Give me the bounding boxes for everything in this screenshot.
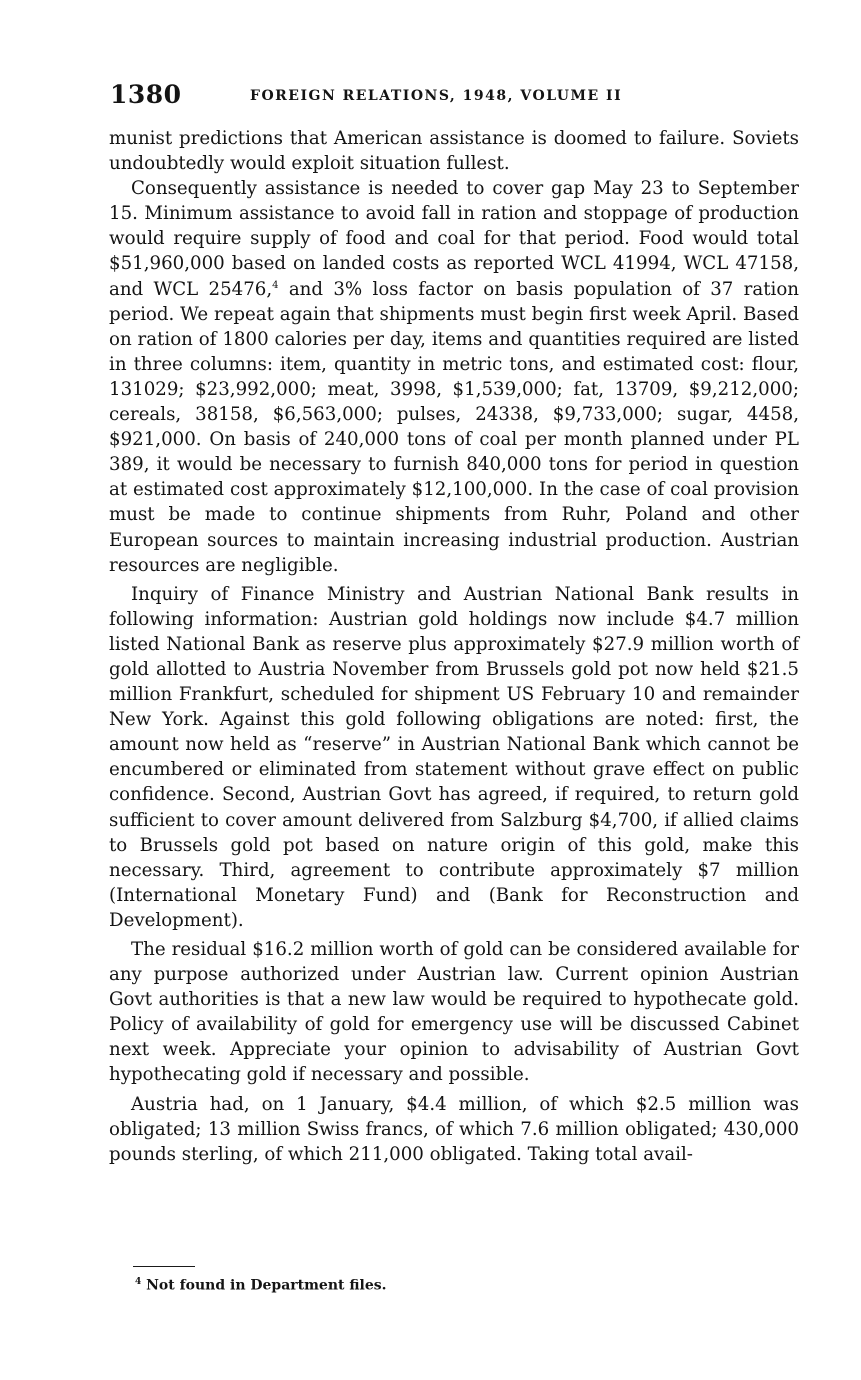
- footnote: [135, 1277, 387, 1294]
- paragraph-assistance: [109, 176, 799, 578]
- paragraph-gold-holdings: Inquiry of Finance Ministry and Austrian National Bank results in following information: Austrian gold holdings now include $4.7 million listed National Bank as reserve plus approximately $27.9 million worth of gold allotted to Austria November from Brussels gold pot now held $21.5 million Frankfurt, scheduled for shipment US February 10 and remainder New York. Against this gold following obligations are noted: first, the amount now held as “reserve” in Austrian National Bank which cannot be encumbered or eliminated from statement without grave effect on public confidence. Second, Austrian Govt has agreed, if required, to return gold sufficient to cover amount delivered from Salzburg $4,700, if allied claims to Brussels gold pot based on nature origin of this gold, make this necessary. Third, agreement to contribute approximately $7 million (International Monetary Fund) and (Bank for Reconstruction and Development).: [109, 583, 799, 931]
- footnote-marker: 4: [135, 1277, 142, 1287]
- page-header: [110, 80, 650, 114]
- paragraph-continuation: munist predictions that American assistance is doomed to failure. Soviets undoubtedly would exploit situation fullest.: [109, 128, 799, 175]
- paragraph-residual-gold: The residual $16.2 million worth of gold can be considered available for any purpose authorized under Austrian law. Current opinion Austrian Govt authorities is that a new law would be required to hypothecate gold. Policy of availability of gold for emergency use will be discussed Cabinet next week. Appreciate your opinion to advisability of Austrian Govt hypothecating gold if necessary and possible.: [109, 939, 799, 1086]
- paragraph-assistance-part-1: Consequently assistance is needed to cover gap May 23 to September 15. Minimum assistance to avoid fall in ration and stoppage of production would require supply of food and coal for that period. Food would total $51,960,000 based on landed costs as reported WCL 41994, WCL 47158, and WCL 25476,: [109, 178, 799, 300]
- footnote-divider: [133, 1266, 195, 1267]
- page-number: 1380: [110, 80, 182, 109]
- paragraph-january-holdings: Austria had, on 1 January, $4.4 million, of which $2.5 million was obligated; 13 million Swiss francs, of which 7.6 million obligated; 430,000 pounds sterling, of which 211,000 obligated. Taking total avail-: [109, 1093, 799, 1165]
- body-text: [109, 126, 799, 1167]
- paragraph-assistance-part-2: and 3% loss factor on basis population of 37 ration period. We repeat again that shipments must begin first week April. Based on ration of 1800 calories per day, items and quantities required are listed in three columns: item, quantity in metric tons, and estimated cost: flour, 131029; $23,992,000; meat, 3998, $1,539,000; fat, 13709, $9,212,000; cereals, 38158, $6,563,000; pulses, 24338, $9,733,000; sugar, 4458, $921,000. On basis of 240,000 tons of coal per month planned under PL 389, it would be necessary to furnish 840,000 tons for period in question at estimated cost approximately $12,100,000. In the case of coal provision must be made to continue shipments from Ruhr, Poland and other European sources to maintain increasing industrial production. Austrian resources are negligible.: [109, 278, 799, 576]
- footnote-reference: 4: [272, 279, 279, 291]
- footnote-text: Not found in Department files.: [141, 1277, 387, 1294]
- running-head: FOREIGN RELATIONS, 1948, VOLUME II: [250, 88, 623, 104]
